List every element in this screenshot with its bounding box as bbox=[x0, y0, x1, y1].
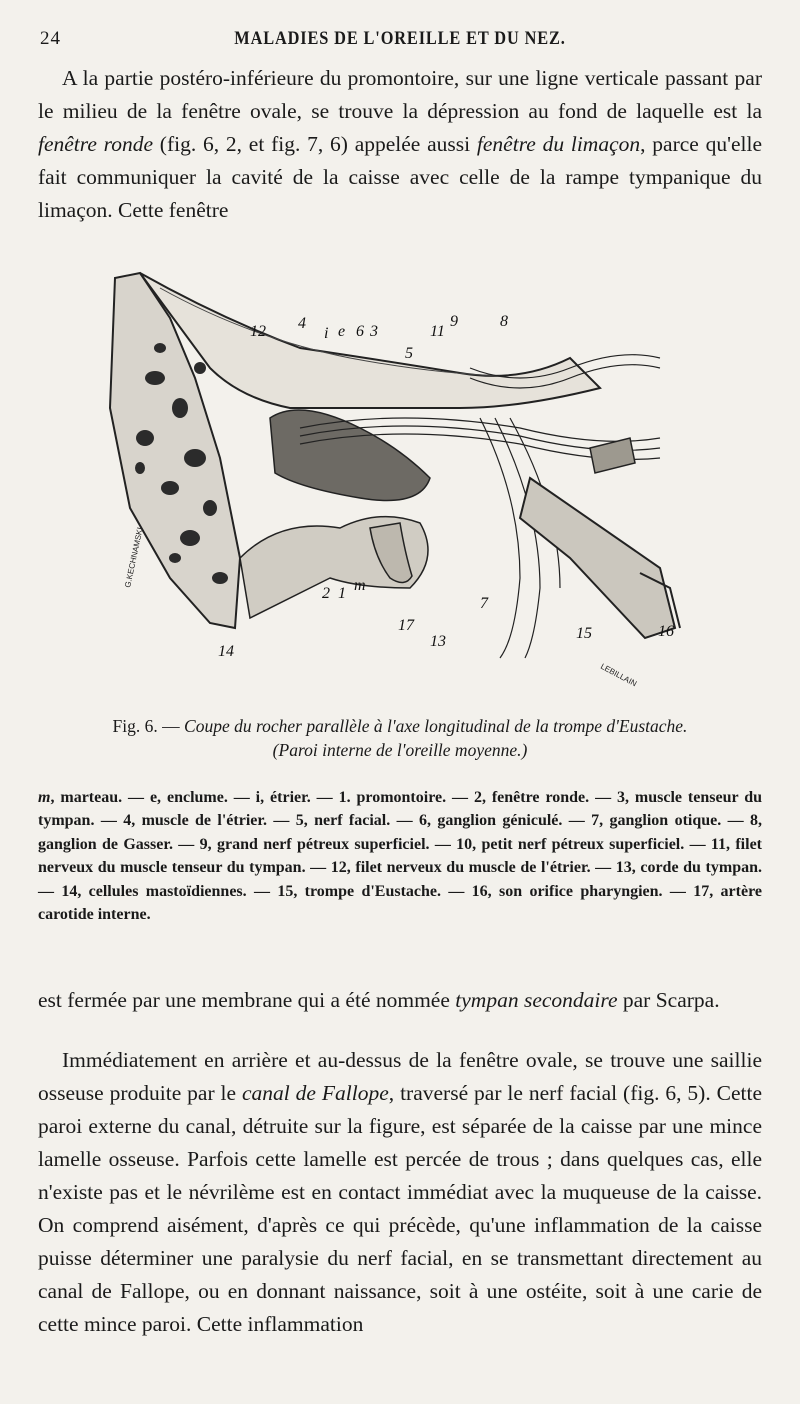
figure-label: 16 bbox=[658, 623, 674, 640]
figure-label: 7 bbox=[480, 595, 488, 612]
figure-label: 5 bbox=[405, 345, 413, 362]
page-header bbox=[40, 28, 760, 58]
figure-label: 6 bbox=[356, 323, 364, 340]
figure-label: 3 bbox=[370, 323, 378, 340]
paragraph-fenetre-ronde: A la partie postéro-inférieure du promontoire, sur une ligne verticale passant par le milieu de la fenêtre ovale, se trouve la dépression au fond de laquelle est la fenêtre ronde (fig. 6, 2, et fig. 7, 6) appelée aussi fenêtre du limaçon, parce qu'elle fait communiquer la cavité de la caisse avec celle de la rampe tympanique du limaçon. Cette fenêtre bbox=[38, 66, 762, 222]
engraver-signature: G.KECHNAMSKI bbox=[123, 526, 145, 589]
figure-label: 11 bbox=[430, 323, 445, 340]
figure-label: 15 bbox=[576, 625, 592, 642]
figure-label: 1 bbox=[338, 585, 346, 602]
figure-label: e bbox=[338, 323, 346, 340]
figure-label: 17 bbox=[398, 617, 414, 634]
figure-label: 13 bbox=[430, 633, 446, 650]
figure-label: 14 bbox=[218, 643, 234, 660]
figure-label: i bbox=[324, 325, 329, 342]
figure-label: 12 bbox=[250, 323, 266, 340]
page-number: 24 bbox=[40, 28, 61, 49]
running-head: MALADIES DE L'OREILLE ET DU NEZ. bbox=[234, 28, 566, 49]
figure-caption: Fig. 6. — Coupe du rocher parallèle à l'axe longitudinal de la trompe d'Eustache. (Paroi interne de l'oreille moyenne.) bbox=[38, 714, 762, 762]
figure-label: m bbox=[354, 577, 366, 594]
figure-label: 8 bbox=[500, 313, 508, 330]
anatomical-figure bbox=[100, 258, 720, 698]
paragraph-tympan-secondaire: est fermée par une membrane qui a été nommée tympan secondaire par Scarpa. bbox=[38, 988, 720, 1012]
figure-legend: m, marteau. — e, enclume. — i, étrier. — 1. promontoire. — 2, fenêtre ronde. — 3, muscle tenseur du tympan. — 4, muscle de l'étrier. — 5, nerf facial. — 6, ganglion géniculé. — 7, ganglion otique. — 8, ganglion de Gasser. — 9, grand nerf pétreux superficiel. — 10, petit nerf pétreux superficiel. — 11, filet nerveux du muscle tenseur du tympan. — 12, filet nerveux du muscle de l'étrier. — 13, corde du tympan. — 14, cellules mastoïdiennes. — 15, trompe d'Eustache. — 16, son orifice pharyngien. — 17, artère carotide interne. bbox=[38, 789, 762, 924]
figure-label: 2 bbox=[322, 585, 330, 602]
figure-subcaption: (Paroi interne de l'oreille moyenne.) bbox=[272, 740, 528, 760]
figure-label: 9 bbox=[450, 313, 458, 330]
figure-label: 4 bbox=[298, 315, 306, 332]
engraver-signature-2: LEBILLAIN bbox=[599, 661, 639, 689]
paragraph-canal-fallope: Immédiatement en arrière et au-dessus de la fenêtre ovale, se trouve une saillie osseuse produite par le canal de Fallope, traversé par le nerf facial (fig. 6, 5). Cette paroi externe du canal, détruite sur la figure, est séparée de la caisse par une mince lamelle osseuse. Parfois cette lamelle est percée de trous ; dans quelques cas, elle n'existe pas et le névrilème est en contact immédiat avec la muqueuse de la caisse. On comprend aisément, d'après ce qui précède, qu'une inflammation de la caisse puisse déterminer une paralysie du nerf facial, en se transmettant directement au canal de Fallope, ou en donnant naissance, soit à une ostéite, soit à une carie de cette mince paroi. Cette inflammation bbox=[38, 1048, 762, 1336]
